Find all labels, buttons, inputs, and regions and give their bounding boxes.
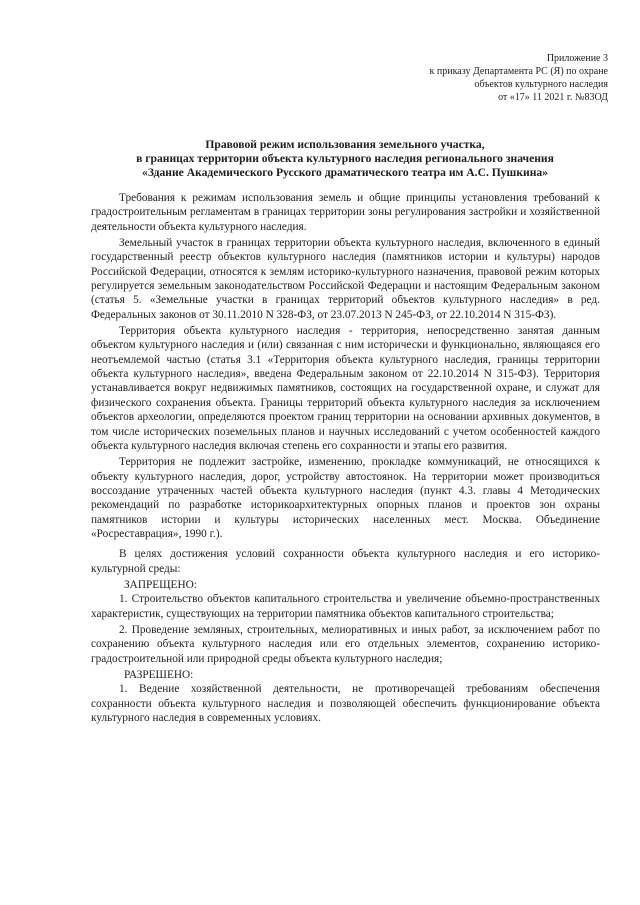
- paragraph: Требования к режимам использования земель и общие принципы установления требований к градостроительным регламентам в границах территории зоны регулирования застройки и хозяйственной деятельности объекта культурного наследия.: [91, 192, 600, 233]
- order-date-number: от «17» 11 2021 г. №83ОД: [498, 92, 608, 103]
- paragraph: Земельный участок в границах территории объекта культурного наследия, включенного в единый государственный реестр объектов культурного наследия (памятников истории и культуры) народов Российской Федерации, относятся к землям историко-культурного назначения, правовой режим которых регулируется земельным законодательством Российской Федерации и настоящим Федеральным законом (статья 5. «Земельные участки в границах территорий объектов культурного наследия» в ред. Федеральных законов от 30.11.2010 N 328-ФЗ, от 23.07.2013 N 245-ФЗ, от 22.10.2014 N 315-ФЗ).: [91, 237, 600, 321]
- title-line-1: Правовой режим использования земельного участка,: [205, 138, 485, 151]
- allowed-item: 1. Ведение хозяйственной деятельности, не противоречащей требованиям обеспечения сохранности объекта культурного наследия и позволяющей обеспечить функционирование объекта культурного наследия в современных условиях.: [91, 683, 600, 725]
- document-title: [95, 138, 595, 180]
- forbidden-item: 1. Строительство объектов капитального строительства и увеличение объемно-пространственных характеристик, существующих на территории памятника объектов капитального строительства;: [91, 593, 600, 620]
- paragraph: В целях достижения условий сохранности объекта культурного наследия и его историко-культурной среды:: [91, 548, 600, 575]
- forbidden-item: 2. Проведение земляных, строительных, мелиоративных и иных работ, за исключением работ по сохранению объекта культурного наследия или его отдельных элементов, сохранению историко-градостроительной или природной среды объекта культурного наследия;: [91, 623, 600, 665]
- allowed-heading: РАЗРЕШЕНО:: [124, 669, 194, 681]
- forbidden-heading: ЗАПРЕЩЕНО:: [124, 578, 197, 591]
- order-reference-cont: объектов культурного наследия: [474, 79, 608, 90]
- appendix-header: [348, 52, 608, 104]
- order-reference: к приказу Департамента РС (Я) по охране: [429, 66, 608, 77]
- title-line-2: в границах территории объекта культурного наследия регионального значения: [136, 152, 554, 165]
- title-line-3: «Здание Академического Русского драматического театра им А.С. Пушкина»: [142, 166, 548, 179]
- paragraph: Территория объекта культурного наследия - территория, непосредственно занятая данным объектом культурного наследия и (или) связанная с ним исторически и функционально, являющаяся его неотъемлемой частью (статья 3.1 «Территория объекта культурного наследия, границы территории объекта культурного наследия», введена Федеральным законом от 22.10.2014 N 315-ФЗ). Территория устанавливается вокруг недвижимых памятников, состоящих на государственной охране, и служат для физического сохранения объекта. Границы территорий объекта культурного наследия за исключением объектов археологии, определяются проектом границ территории на основании архивных документов, в том числе исторических поземельных планов и научных исследований с учетом особенностей каждого объекта культурного наследия включая степень его сохранности и этапы его развития.: [91, 325, 600, 452]
- appendix-number: Приложение 3: [546, 53, 608, 64]
- document-body: [91, 191, 600, 727]
- paragraph: Территория не подлежит застройке, изменению, прокладке коммуникаций, не относящихся к объекту культурного наследия, дорог, устройству автостоянок. На территории может производиться воссоздание утраченных частей объекта культурного наследия (пункт 4.3. главы 4 Методических рекомендаций по разработке историкоархитектурных опорных планов и проектов зон охраны памятников истории и культуры исторических населенных мест. Москва. Объединение «Росреставрация», 1990 г.).: [91, 456, 600, 540]
